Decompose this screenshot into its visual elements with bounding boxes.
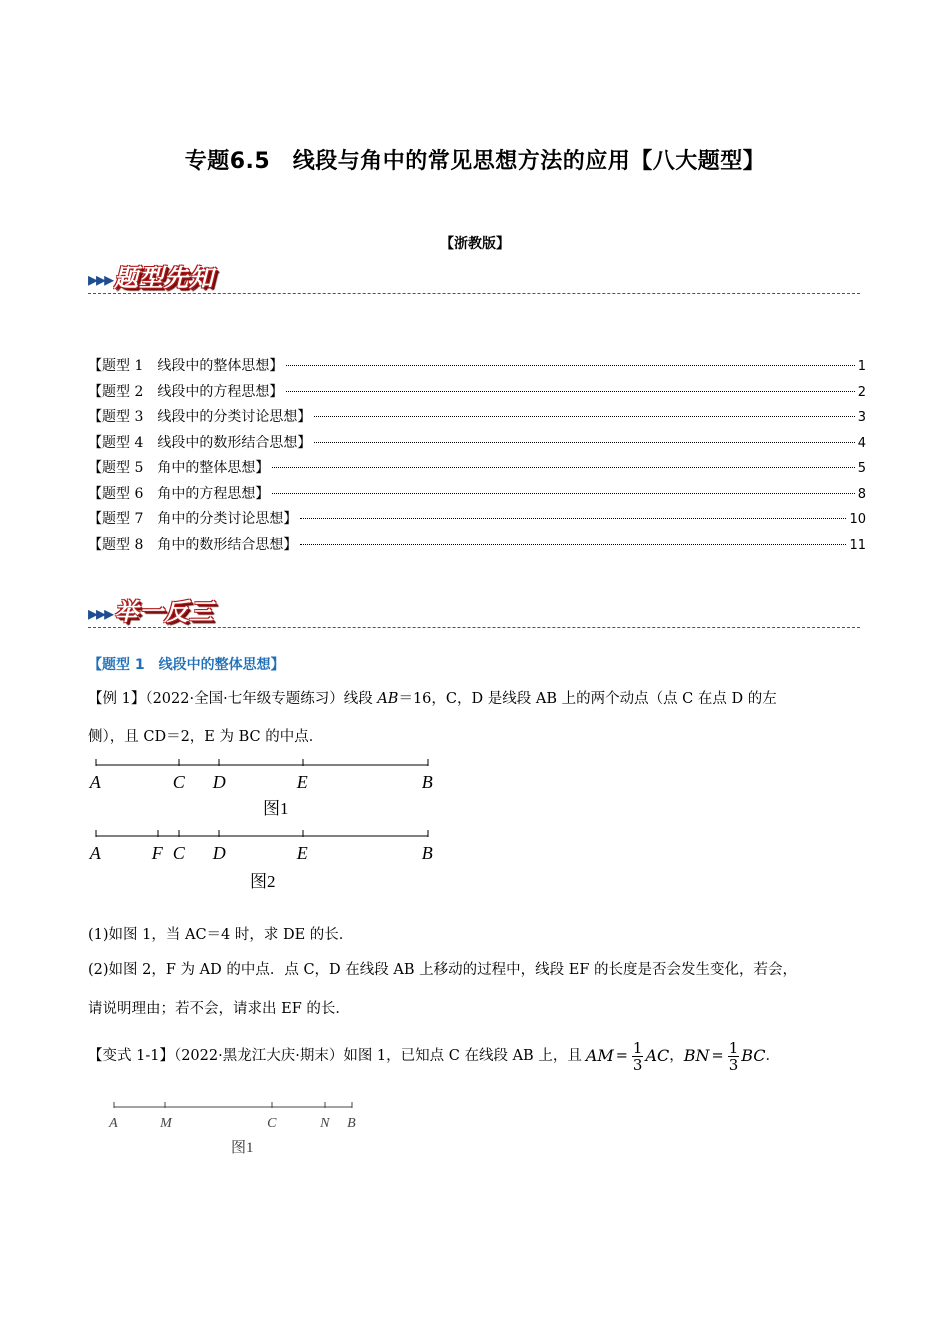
banner-title: 举一反三	[114, 598, 215, 626]
figure-variant-1	[100, 1100, 380, 1160]
table-of-contents	[88, 355, 866, 559]
question-2-line-2: 请说明理由；若不会，请求出 EF 的长．	[88, 1001, 350, 1017]
edition-label: 【浙教版】	[440, 236, 510, 252]
point-label-b: B	[421, 843, 433, 863]
figure-caption: 图1	[231, 1140, 254, 1156]
numerator: 1	[632, 1038, 643, 1057]
point-label-m: M	[160, 1116, 172, 1131]
figure-2	[88, 828, 438, 890]
equals-sign: =	[711, 1048, 724, 1064]
segment-ab: AB	[377, 691, 399, 707]
example-1-line-2: 侧），且 CD＝2，E 为 BC 的中点．	[88, 729, 324, 745]
toc-entry-page[interactable]: 1	[857, 359, 866, 374]
toc-entry-page[interactable]: 2	[857, 384, 866, 400]
toc-entry-page[interactable]: 3	[857, 410, 866, 425]
point-label-b: B	[347, 1116, 356, 1131]
toc-entry-label[interactable]: 【题型 7 角中的分类讨论思想】	[88, 511, 298, 527]
equals-sign: =	[615, 1048, 628, 1064]
variant-text: 【变式 1-1】（2022·黑龙江大庆·期末）如图 1，已知点 C 在线段 AB 上，且	[88, 1048, 582, 1064]
point-label-a: A	[89, 772, 101, 792]
toc-entry[interactable]	[88, 355, 866, 381]
toc-entry-page[interactable]: 8	[857, 486, 866, 502]
toc-leader-dots	[272, 467, 854, 468]
toc-entry[interactable]	[88, 508, 866, 534]
toc-entry-page[interactable]: 5	[857, 461, 866, 476]
fraction-one-third	[632, 1040, 644, 1073]
page-title: 专题6.5 线段与角中的常见思想方法的应用【八大题型】	[184, 149, 766, 174]
bc-symbol: BC	[741, 1046, 766, 1065]
toc-entry-label[interactable]: 【题型 4 线段中的数形结合思想】	[88, 434, 312, 451]
figure-caption: 图2	[250, 872, 276, 890]
banner-examples	[88, 592, 214, 627]
section-heading: 【题型 1 线段中的整体思想】	[88, 657, 285, 673]
banner-question-types	[88, 258, 214, 293]
numerator: 1	[728, 1038, 739, 1057]
toc-leader-dots	[300, 518, 846, 519]
toc-entry-label[interactable]: 【题型 6 角中的方程思想】	[88, 485, 270, 502]
bn-symbol: BN	[683, 1046, 710, 1065]
toc-entry[interactable]	[88, 406, 866, 432]
question-1: (1)如图 1，当 AC＝4 时，求 DE 的长．	[88, 927, 354, 943]
toc-leader-dots	[300, 544, 846, 545]
triple-arrow-icon: ▸▸▸	[88, 267, 113, 291]
banner-title: 题型先知	[114, 264, 215, 292]
toc-entry[interactable]	[88, 432, 866, 458]
point-label-d: D	[212, 843, 226, 863]
toc-leader-dots	[314, 442, 854, 443]
point-label-f: F	[151, 843, 163, 863]
am-symbol: AM	[585, 1046, 614, 1065]
denominator: 3	[728, 1055, 739, 1074]
toc-leader-dots	[286, 365, 854, 366]
ac-symbol: AC	[645, 1046, 670, 1065]
point-label-e: E	[296, 772, 308, 792]
figure-1	[88, 758, 438, 818]
point-label-c: C	[172, 843, 185, 863]
toc-entry[interactable]	[88, 457, 866, 483]
example-line-rest: ＝16，C，D 是线段 AB 上的两个动点（点 C 在点 D 的左	[398, 691, 777, 707]
denominator: 3	[632, 1055, 643, 1074]
toc-entry[interactable]	[88, 534, 866, 560]
point-label-a: A	[89, 843, 101, 863]
toc-leader-dots	[272, 493, 854, 494]
example-prefix: 【例 1】（2022·全国·七年级专题练习）线段	[88, 691, 378, 707]
variant-1-1	[88, 1038, 858, 1074]
toc-entry-page[interactable]: 10	[849, 512, 866, 527]
point-label-e: E	[296, 843, 308, 863]
divider	[88, 627, 860, 628]
period: ．	[765, 1048, 781, 1064]
toc-entry-label[interactable]: 【题型 8 角中的数形结合思想】	[88, 536, 298, 553]
toc-entry-page[interactable]: 11	[849, 537, 866, 553]
question-2-line-1: (2)如图 2，F 为 AD 的中点．点 C，D 在线段 AB 上移动的过程中，线段 EF 的长度是否会发生变化，若会，	[88, 962, 798, 978]
toc-entry[interactable]	[88, 483, 866, 509]
point-label-b: B	[421, 772, 433, 792]
example-1-line-1	[88, 689, 858, 709]
point-label-d: D	[212, 772, 226, 792]
point-label-a: A	[109, 1116, 118, 1131]
point-label-c: C	[172, 772, 185, 792]
toc-entry-page[interactable]: 4	[857, 435, 866, 451]
toc-leader-dots	[286, 391, 854, 392]
toc-entry-label[interactable]: 【题型 5 角中的整体思想】	[88, 460, 270, 476]
toc-entry[interactable]	[88, 381, 866, 407]
point-label-n: N	[320, 1116, 330, 1131]
toc-leader-dots	[314, 416, 854, 417]
toc-entry-label[interactable]: 【题型 1 线段中的整体思想】	[88, 358, 284, 374]
toc-entry-label[interactable]: 【题型 3 线段中的分类讨论思想】	[88, 409, 312, 425]
triple-arrow-icon: ▸▸▸	[88, 601, 113, 625]
figure-caption: 图1	[263, 799, 289, 818]
toc-entry-label[interactable]: 【题型 2 线段中的方程思想】	[88, 383, 284, 400]
separator: ，	[669, 1048, 684, 1064]
divider	[88, 293, 860, 294]
fraction-one-third	[728, 1040, 740, 1073]
point-label-c: C	[267, 1116, 277, 1131]
